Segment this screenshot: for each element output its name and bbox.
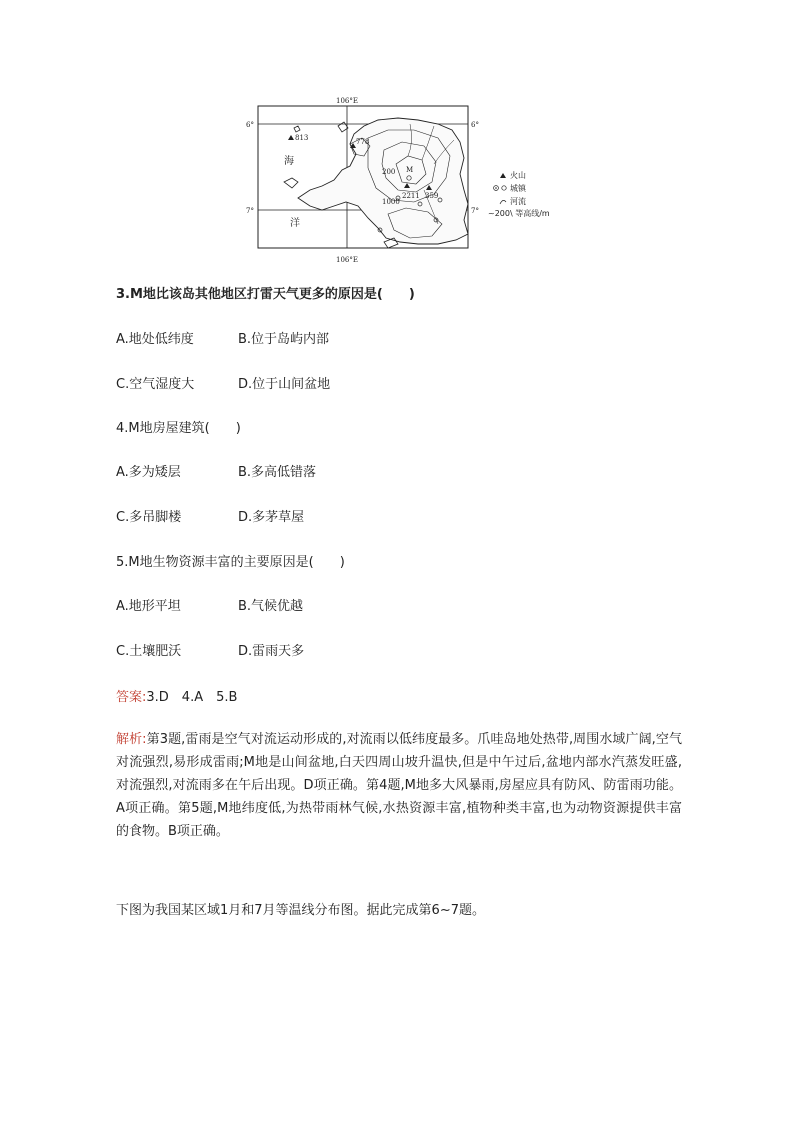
answer-text: 3.D 4.A 5.B — [146, 690, 238, 705]
lat-label-top-right: 6° — [471, 121, 479, 129]
question-5-option-c: C.土壤肥沃 — [116, 644, 182, 659]
question-3-stem: 3.M地比该岛其他地区打雷天气更多的原因是( ) — [116, 287, 415, 302]
analysis-text: 第3题,雷雨是空气对流运动形成的,对流雨以低纬度最多。爪哇岛地处热带,周围水域广阔,空气对流强烈,易形成雷雨;M地是山间盆地,白天四周山坡升温快,但是中午过后,盆地内部水汽蒸发旺盛,对流强烈,对流雨多在午后出现。D项正确。第4题,M地多大风暴雨,房屋应具有防风、防雷雨功能。A项正确。第5题,M地纬度低,为热带雨林气候,水热资源丰富,植物种类丰富,也为动物资源提供丰富的食物。B项正确。 — [116, 732, 682, 839]
elevation-200: 200 — [382, 168, 396, 176]
island-map — [238, 94, 568, 266]
legend-volcano-icon — [500, 173, 506, 178]
question-4-option-d: D.多茅草屋 — [238, 510, 305, 525]
legend-town-dot-icon — [495, 187, 497, 189]
elevation-778: 778 — [356, 138, 370, 146]
sea-label-2: 洋 — [290, 218, 300, 229]
next-section-intro: 下图为我国某区域1月和7月等温线分布图。据此完成第6~7题。 — [116, 903, 485, 918]
volcano-icon — [288, 135, 294, 140]
lat-label-bottom-right: 7° — [471, 207, 479, 215]
legend-river: 河流 — [510, 197, 526, 206]
legend-volcano: 火山 — [510, 171, 526, 180]
lat-label-bottom-left: 7° — [246, 207, 254, 215]
island-coastline — [298, 118, 468, 244]
question-3-option-b: B.位于岛屿内部 — [238, 332, 330, 347]
question-5-option-d: D.雷雨天多 — [238, 644, 305, 659]
question-5-option-b: B.气候优越 — [238, 599, 304, 614]
sea-label-1: 海 — [284, 156, 294, 167]
answer-label: 答案: — [116, 690, 147, 705]
lon-label-bottom: 106°E — [336, 256, 358, 264]
island-map-figure — [238, 94, 568, 266]
legend-river-icon — [500, 200, 506, 204]
small-island — [338, 122, 348, 132]
lat-label-top-left: 6° — [246, 121, 254, 129]
elevation-813: 813 — [295, 134, 309, 142]
elevation-1000: 1000 — [382, 198, 400, 206]
question-4-option-b: B.多高低错落 — [238, 465, 317, 480]
legend-contour: ~200\ 等高线/m — [488, 209, 550, 218]
question-5-option-a: A.地形平坦 — [116, 599, 181, 614]
small-island — [284, 178, 298, 188]
question-4-option-a: A.多为矮层 — [116, 465, 181, 480]
question-3-option-a: A.地处低纬度 — [116, 332, 194, 347]
answer-line — [116, 686, 237, 705]
question-3-option-d: D.位于山间盆地 — [238, 377, 331, 392]
small-island — [294, 126, 300, 132]
legend-town: 城镇 — [510, 184, 526, 193]
analysis-label: 解析: — [116, 732, 147, 747]
question-5-stem: 5.M地生物资源丰富的主要原因是( ) — [116, 555, 345, 570]
question-4-stem: 4.M地房屋建筑( ) — [116, 421, 241, 436]
question-3-option-c: C.空气湿度大 — [116, 377, 195, 392]
label-m: M — [406, 166, 414, 174]
legend-town-icon — [502, 186, 506, 190]
lon-label-top: 106°E — [336, 97, 358, 105]
elevation-359: 359 — [425, 192, 439, 200]
question-4-option-c: C.多吊脚楼 — [116, 510, 182, 525]
elevation-2211: 2211 — [402, 192, 420, 200]
analysis-paragraph — [116, 728, 682, 843]
